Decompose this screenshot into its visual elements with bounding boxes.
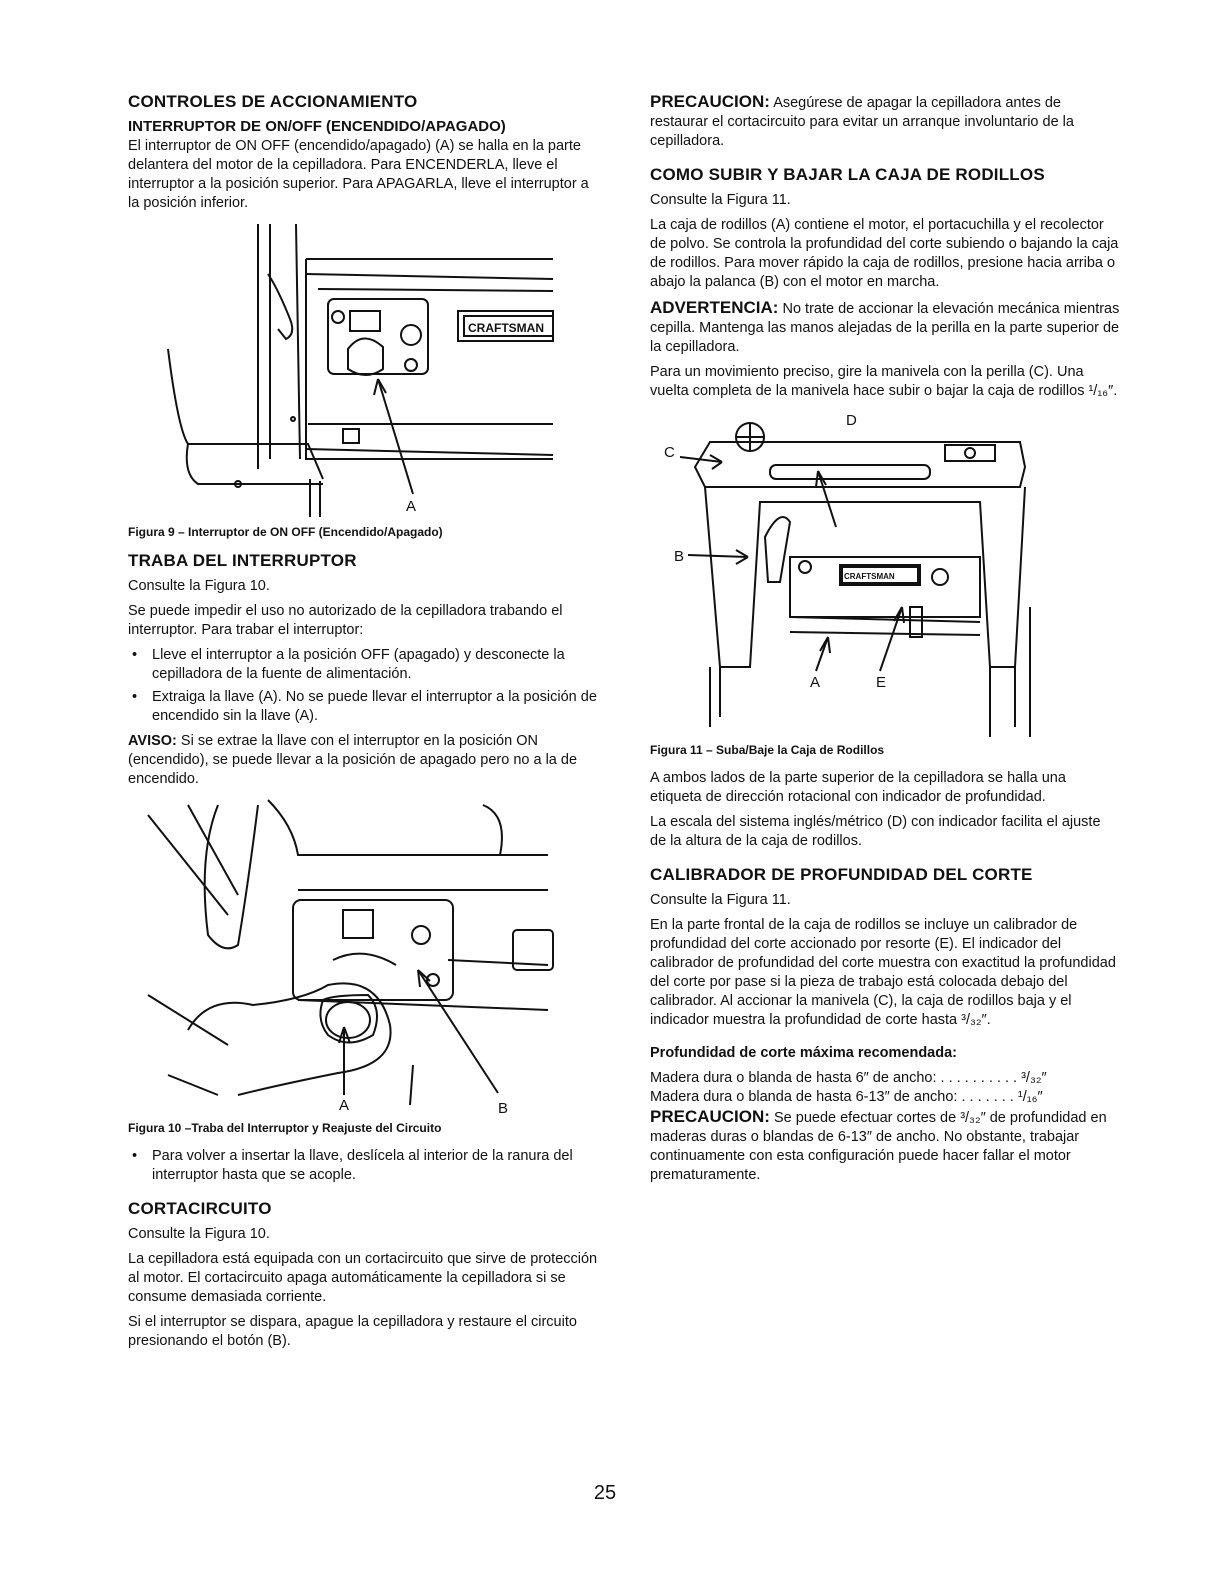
- fig9-brand-label: CRAFTSMAN: [468, 321, 544, 335]
- fig11-brand-label: CRAFTSMAN: [844, 572, 895, 581]
- lock-reference: Consulte la Figura 10.: [128, 578, 270, 594]
- fig11-label-a: A: [810, 674, 821, 691]
- page-number: 25: [593, 1482, 617, 1504]
- breaker-paragraph-2: Si el interruptor se dispara, apague la cepilladora y restaure el circuito presionando el botón (B).: [128, 1314, 577, 1349]
- caution-paragraph-1: [650, 92, 1120, 151]
- breaker-heading: CORTACIRCUITO: [128, 1199, 272, 1218]
- raise-reference: Consulte la Figura 11.: [650, 192, 791, 208]
- reinsert-list: [128, 1147, 598, 1185]
- list-item: • Extraiga la llave (A). No se puede llevar el interruptor a la posición de encendido sin la llave (A).: [128, 688, 598, 726]
- notice-paragraph: [128, 732, 598, 789]
- caution-label-2: PRECAUCION:: [650, 1107, 770, 1126]
- rotation-label-paragraph: A ambos lados de la parte superior de la cepilladora se halla una etiqueta de dirección rotacional con indicador de profundidad.: [650, 770, 1066, 805]
- breaker-reference: Consulte la Figura 10.: [128, 1226, 270, 1242]
- fig10-label-a: A: [339, 1097, 350, 1114]
- scale-paragraph: La escala del sistema inglés/métrico (D) con indicador facilita el ajuste de la altura de la caja de rodillos.: [650, 814, 1101, 849]
- figure-11-roller-case-illustration: [650, 407, 1050, 737]
- figure-11-caption: Figura 11 – Suba/Baje la Caja de Rodillos: [650, 743, 885, 757]
- lock-heading: TRABA DEL INTERRUPTOR: [128, 551, 357, 570]
- lock-steps-list: [128, 646, 598, 726]
- list-item: • Lleve el interruptor a la posición OFF (apagado) y desconecte la cepilladora de la fuente de alimentación.: [128, 646, 598, 684]
- precise-paragraph: Para un movimiento preciso, gire la manivela con la perilla (C). Una vuelta completa de la manivela hace subir o bajar la caja de rodillos ¹/₁₆″.: [650, 364, 1118, 399]
- figure-10-lock-illustration: [128, 795, 558, 1115]
- lock-paragraph: Se puede impedir el uso no autorizado de la cepilladora trabando el interruptor. Para trabar el interruptor:: [128, 603, 563, 638]
- notice-text: Si se extrae la llave con el interruptor en la posición ON (encendido), se puede llevar a la posición de apagado pero no a la de encendido.: [128, 733, 578, 787]
- warning-label: ADVERTENCIA:: [650, 298, 779, 317]
- figure-9-caption: Figura 9 – Interruptor de ON OFF (Encendido/Apagado): [128, 525, 443, 539]
- caution-text-2: Se puede efectuar cortes de ³/₃₂″ de profundidad en maderas duras o blandas de 6-13″ de ancho. No obstante, trabajar continuamente con esta configuración puede hacer fallar el motor prematuramente.: [650, 1110, 1107, 1183]
- max-depth-heading: Profundidad de corte máxima recomendada:: [650, 1045, 957, 1061]
- fig11-label-b: B: [674, 548, 685, 565]
- figure-10-caption: Figura 10 –Traba del Interruptor y Reajuste del Circuito: [128, 1121, 442, 1135]
- list-item: • Para volver a insertar la llave, deslícela al interior de la ranura del interruptor hasta que se acople.: [128, 1147, 598, 1185]
- depth-row-6in: Madera dura o blanda de hasta 6″ de ancho: . . . . . . . . . . ³/₃₂″: [650, 1070, 1047, 1086]
- switch-paragraph: El interruptor de ON OFF (encendido/apagado) (A) se halla en la parte delantera del motor de la cepilladora. Para ENCENDERLA, lleve el interruptor a la posición superior. Para APAGARLA, lleve el interruptor a la posición inferior.: [128, 138, 589, 211]
- raise-paragraph: La caja de rodillos (A) contiene el motor, el portacuchilla y el recolector de polvo. Se controla la profundidad del corte subiendo o bajando la caja de rodillos. Para mover rápido la caja de rodillos, presione hacia arriba o abajo la palanca (B) con el motor en marcha.: [650, 217, 1119, 290]
- section-title: CONTROLES DE ACCIONAMIENTO: [128, 92, 418, 111]
- notice-label: AVISO:: [128, 733, 177, 749]
- depth-row-6-13in: Madera dura o blanda de hasta 6-13″ de ancho: . . . . . . . ¹/₁₆″: [650, 1089, 1043, 1105]
- warning-paragraph: [650, 298, 1120, 357]
- figure-9-switch-illustration: [128, 219, 558, 519]
- left-column: [128, 92, 598, 1357]
- gauge-paragraph: En la parte frontal de la caja de rodillos se incluye un calibrador de profundidad del corte accionado por resorte (E). El indicador del calibrador de profundidad del corte muestra con exactitud la profundidad del corte por pase si la pieza de trabajo está colocada debajo del calibrador. Al accionar la manivela (C), la caja de rodillos baja y el indicador muestra la profundidad de corte hasta ³/₃₂″.: [650, 917, 1116, 1028]
- fig10-label-b: B: [498, 1100, 509, 1115]
- fig11-label-d: D: [846, 412, 857, 429]
- fig11-label-e: E: [876, 674, 887, 691]
- warning-text: No trate de accionar la elevación mecánica mientras cepilla. Mantenga las manos alejadas de la perilla en la parte superior de la cepilladora.: [650, 301, 1120, 355]
- fig11-label-c: C: [664, 444, 675, 461]
- fig9-label-a: A: [406, 498, 417, 515]
- breaker-paragraph-1: La cepilladora está equipada con un cortacircuito que sirve de protección al motor. El cortacircuito apaga automáticamente la cepilladora si se consume demasiada corriente.: [128, 1251, 598, 1305]
- caution-paragraph-2: [650, 1107, 1120, 1185]
- gauge-heading: CALIBRADOR DE PROFUNDIDAD DEL CORTE: [650, 865, 1033, 884]
- right-column: [650, 92, 1120, 1191]
- caution-text-1: Asegúrese de apagar la cepilladora antes de restaurar el cortacircuito para evitar un arranque involuntario de la cepilladora.: [650, 95, 1074, 149]
- raise-heading: COMO SUBIR Y BAJAR LA CAJA DE RODILLOS: [650, 165, 1045, 184]
- switch-heading: INTERRUPTOR DE ON/OFF (ENCENDIDO/APAGADO): [128, 118, 506, 135]
- gauge-reference: Consulte la Figura 11.: [650, 892, 791, 908]
- caution-label-1: PRECAUCION:: [650, 92, 770, 111]
